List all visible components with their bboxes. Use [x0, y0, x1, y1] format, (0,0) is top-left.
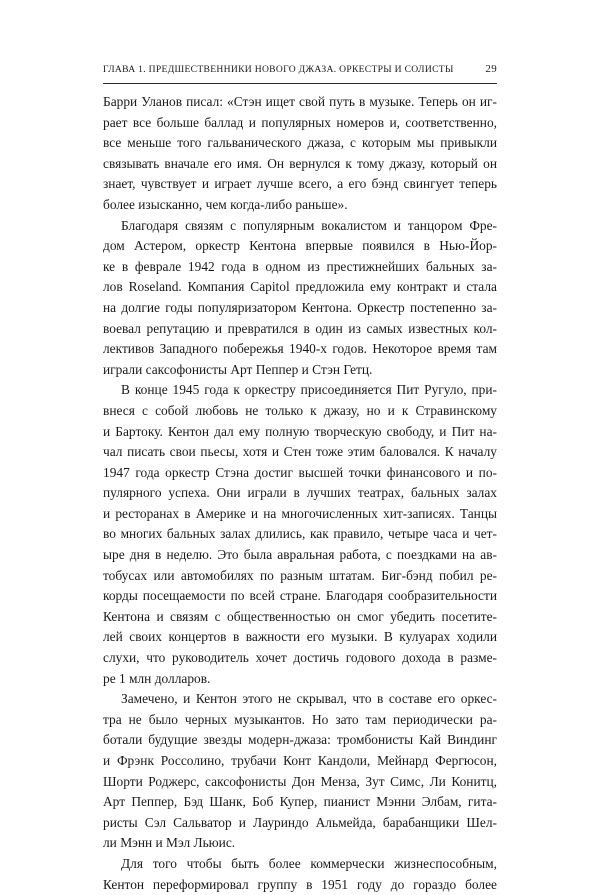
- text-line: тра не было черных музыкантов. Но зато там периодически ра-: [103, 711, 497, 727]
- text-line: тобусах или автомобилях по разным штатам. Биг-бэнд побил ре-: [103, 567, 497, 583]
- text-line: связывать вначале его имя. Он вернулся к тому джазу, который он: [103, 155, 497, 171]
- text-line: лективов Западного побережья 1940-х годов. Некоторое время там: [103, 341, 497, 357]
- text-line: корды посещаемости по всей стране. Благодаря сообразительности: [103, 588, 497, 604]
- text-line: ре 1 млн долларов.: [103, 670, 211, 686]
- text-line: знает, чувствует и играет лучше всего, а его бэнд свингует теперь: [103, 176, 497, 192]
- body-text: [103, 92, 497, 895]
- text-line: воевал репутацию и превратился в один из самых известных кол-: [103, 320, 497, 336]
- text-line: В конце 1945 года к оркестру присоединяется Пит Ругуло, при-: [121, 382, 497, 398]
- text-line: Замечено, и Кентон этого не скрывал, что в составе его оркес-: [121, 691, 497, 707]
- text-line: 1947 года оркестр Стэна достиг высшей точки финансового и по-: [103, 464, 497, 480]
- text-line: ыре дня в неделю. Это была авральная работа, с поездками на ав-: [103, 547, 497, 563]
- text-line: и Бартоку. Кентон дал ему полную творческую свободу, и Пит на-: [103, 423, 497, 439]
- text-line: Шорти Роджерс, саксофонисты Дон Менза, Зут Симс, Ли Конитц,: [103, 773, 497, 789]
- chapter-title: ГЛАВА 1. ПРЕДШЕСТВЕННИКИ НОВОГО ДЖАЗА. ОРКЕСТРЫ И СОЛИСТЫ: [103, 64, 454, 75]
- text-line: на долгие годы популяризатором Кентона. Оркестр постепенно за-: [103, 299, 497, 315]
- text-line: Барри Уланов писал: «Стэн ищет свой путь в музыке. Теперь он иг-: [103, 94, 497, 109]
- text-line: ботали будущие звезды модерн-джаза: тромбонисты Кай Виндинг: [103, 732, 497, 748]
- text-line: более изысканно, чем когда-либо раньше».: [103, 196, 348, 212]
- text-line: дом Астером, оркестр Кентона впервые появился в Нью-Йор-: [103, 238, 497, 254]
- text-line: рает все больше баллад и популярных номеров и, соответственно,: [103, 114, 497, 130]
- text-line: Благодаря связям с популярным вокалистом и танцором Фре-: [121, 217, 497, 233]
- text-line: играли саксофонисты Арт Пеппер и Стэн Гетц.: [103, 361, 373, 377]
- text-line: пулярного успеха. Они играли в лучших театрах, бальных залах: [103, 485, 497, 501]
- text-line: ли Мэнн и Мэл Льюис.: [103, 835, 236, 851]
- text-line: и Фрэнк Россолино, трубачи Конт Кандоли, Мейнард Фергюсон,: [103, 753, 497, 768]
- page-number: 29: [485, 63, 497, 75]
- text-line: Арт Пеппер, Бэд Шанк, Боб Купер, пианист Мэнни Элбам, гита-: [103, 794, 497, 810]
- text-line: ристы Сэл Сальватор и Лауриндо Альмейда, барабанщики Шел-: [103, 814, 497, 830]
- text-line: лов Roseland. Компания Capitol предложила ему контракт и стала: [103, 279, 497, 295]
- running-head: [103, 64, 497, 80]
- header-rule: [103, 83, 497, 84]
- text-line: Для того чтобы быть более коммерчески жизнеспособным,: [121, 855, 497, 871]
- text-line: чал писать свои пьесы, хотя и Стен тоже этим баловался. К началу: [103, 444, 497, 460]
- text-line: лей своих концертов в важности его музыки. В кулуарах ходили: [103, 629, 497, 645]
- text-line: слухи, что руководитель хочет достичь годового дохода в разме-: [103, 650, 497, 666]
- text-line: внеся с собой любовь не только к джазу, но и к Стравинскому: [103, 402, 497, 418]
- text-line: ке в феврале 1942 года в одном из престижнейших бальных за-: [103, 258, 497, 274]
- text-line: во многих бальных залах длились, как правило, четыре часа и чет-: [103, 526, 497, 542]
- text-line: и ресторанах в Америке и на многочисленных хит-записях. Танцы: [103, 505, 497, 521]
- text-line: Кентона и связям с общественностью он смог убедить посетите-: [103, 608, 497, 624]
- text-line: Кентон переформировал группу в 1951 году до гораздо более: [103, 876, 497, 892]
- text-line: все меньше того гальванического джаза, с которым мы привыкли: [103, 135, 497, 151]
